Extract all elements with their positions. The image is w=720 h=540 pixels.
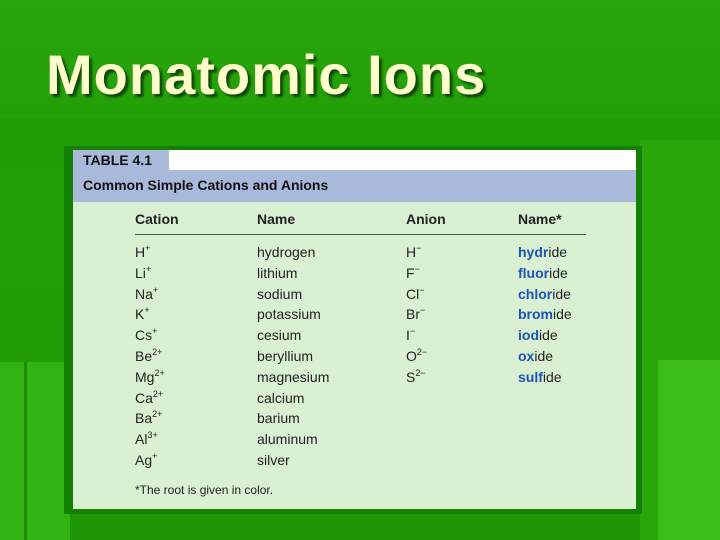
cation-symbol-symbol: Li [135,265,146,281]
anion-name-root: fluor [518,265,550,281]
cation-symbol [135,244,150,260]
cation-symbol-charge: + [145,264,152,274]
cation-symbol-symbol: Cs [135,327,153,343]
header-anion: Anion [406,211,446,227]
anion-name [518,348,553,364]
anion-symbol-symbol: Br [406,306,420,322]
anion-name [518,369,562,385]
anion-symbol [406,244,421,260]
anion-name-root: ox [518,348,535,364]
cation-symbol-charge: + [144,305,150,315]
anion-name [518,327,558,343]
anion-name [518,244,567,260]
header-anion-name: Name* [518,211,562,227]
cation-name: potassium [257,306,321,322]
cation-name: beryllium [257,348,314,364]
anion-symbol-charge: − [416,243,422,253]
anion-symbol-charge: − [420,305,426,315]
slide-title: Monatomic Ions [46,43,487,106]
header-divider [135,234,586,235]
anion-symbol [406,265,420,281]
cation-symbol-charge: 2+ [152,409,163,419]
cation-name: aluminum [257,431,318,447]
cation-symbol-symbol: Ca [135,390,153,406]
anion-name-suffix: ide [549,265,568,281]
cation-symbol [135,390,163,406]
cation-symbol [135,265,151,281]
anion-name-root: chlor [518,286,553,302]
cation-symbol [135,306,150,322]
anion-name [518,265,568,281]
anion-symbol-charge: − [409,326,416,336]
anion-symbol-symbol: F [406,265,415,281]
header-cation-name: Name [257,211,296,227]
cation-name: sodium [257,286,303,302]
anion-symbol-symbol: H [406,244,417,260]
anion-symbol-charge: 2− [415,368,426,378]
cation-symbol [135,286,158,302]
cation-symbol-symbol: Ag [135,452,153,468]
anion-name-suffix: ide [542,369,562,385]
anion-symbol-charge: − [419,285,425,295]
cation-name: lithium [257,265,298,281]
cation-symbol-charge: + [152,326,158,336]
anion-name-root: iod [518,327,539,343]
cation-symbol-charge: 2+ [152,347,163,357]
background-block-bottom-right [658,360,720,540]
cation-symbol [135,410,162,426]
anion-name-suffix: ide [552,286,571,302]
anion-symbol-symbol: O [406,348,417,364]
cation-symbol [135,348,162,364]
cation-name: calcium [257,390,305,406]
anion-symbol [406,286,425,302]
anion-symbol-symbol: S [406,369,416,385]
anion-name-suffix: ide [539,327,558,343]
anion-symbol [406,369,426,385]
anion-name-suffix: ide [534,348,554,364]
table-label: TABLE 4.1 [73,150,169,170]
cation-symbol-charge: 2+ [154,368,165,378]
anion-symbol-symbol: I [406,327,410,343]
anion-symbol-symbol: Cl [406,286,420,302]
cation-symbol [135,431,158,447]
cation-symbol-charge: 3+ [147,430,158,440]
ions-table [73,150,636,509]
background-stripe [24,362,27,540]
anion-name [518,286,571,302]
cation-symbol [135,327,157,343]
cation-symbol-symbol: H [135,244,146,260]
cation-symbol-symbol: Al [135,431,148,447]
cation-name: magnesium [257,369,330,385]
cation-symbol-symbol: K [135,306,145,322]
cation-symbol-symbol: Mg [135,369,155,385]
cation-symbol-symbol: Be [135,348,153,364]
anion-symbol [406,306,425,322]
anion-name-root: sulf [518,369,543,385]
table-caption: Common Simple Cations and Anions [73,170,636,202]
cation-symbol [135,452,157,468]
table-footnote: *The root is given in color. [135,483,274,497]
cation-symbol-charge: 2+ [152,389,164,399]
anion-name-root: hydr [518,244,549,260]
anion-name-root: brom [518,306,553,322]
anion-name [518,306,572,322]
cation-symbol-charge: + [152,451,158,461]
cation-name: barium [257,410,300,426]
anion-name-suffix: ide [548,244,568,260]
anion-symbol [406,327,415,343]
anion-name-suffix: ide [553,306,572,322]
header-cation: Cation [135,211,179,227]
cation-name: silver [257,452,290,468]
cation-symbol [135,369,165,385]
cation-name: cesium [257,327,302,343]
anion-symbol-charge: 2− [416,347,428,357]
cation-symbol-symbol: Ba [135,410,153,426]
background-block-left [0,362,70,540]
anion-symbol-charge: − [414,264,420,274]
anion-symbol [406,348,427,364]
cation-symbol-charge: + [145,243,151,253]
cation-name: hydrogen [257,244,316,260]
cation-symbol-symbol: Na [135,286,153,302]
cation-symbol-charge: + [152,285,159,295]
